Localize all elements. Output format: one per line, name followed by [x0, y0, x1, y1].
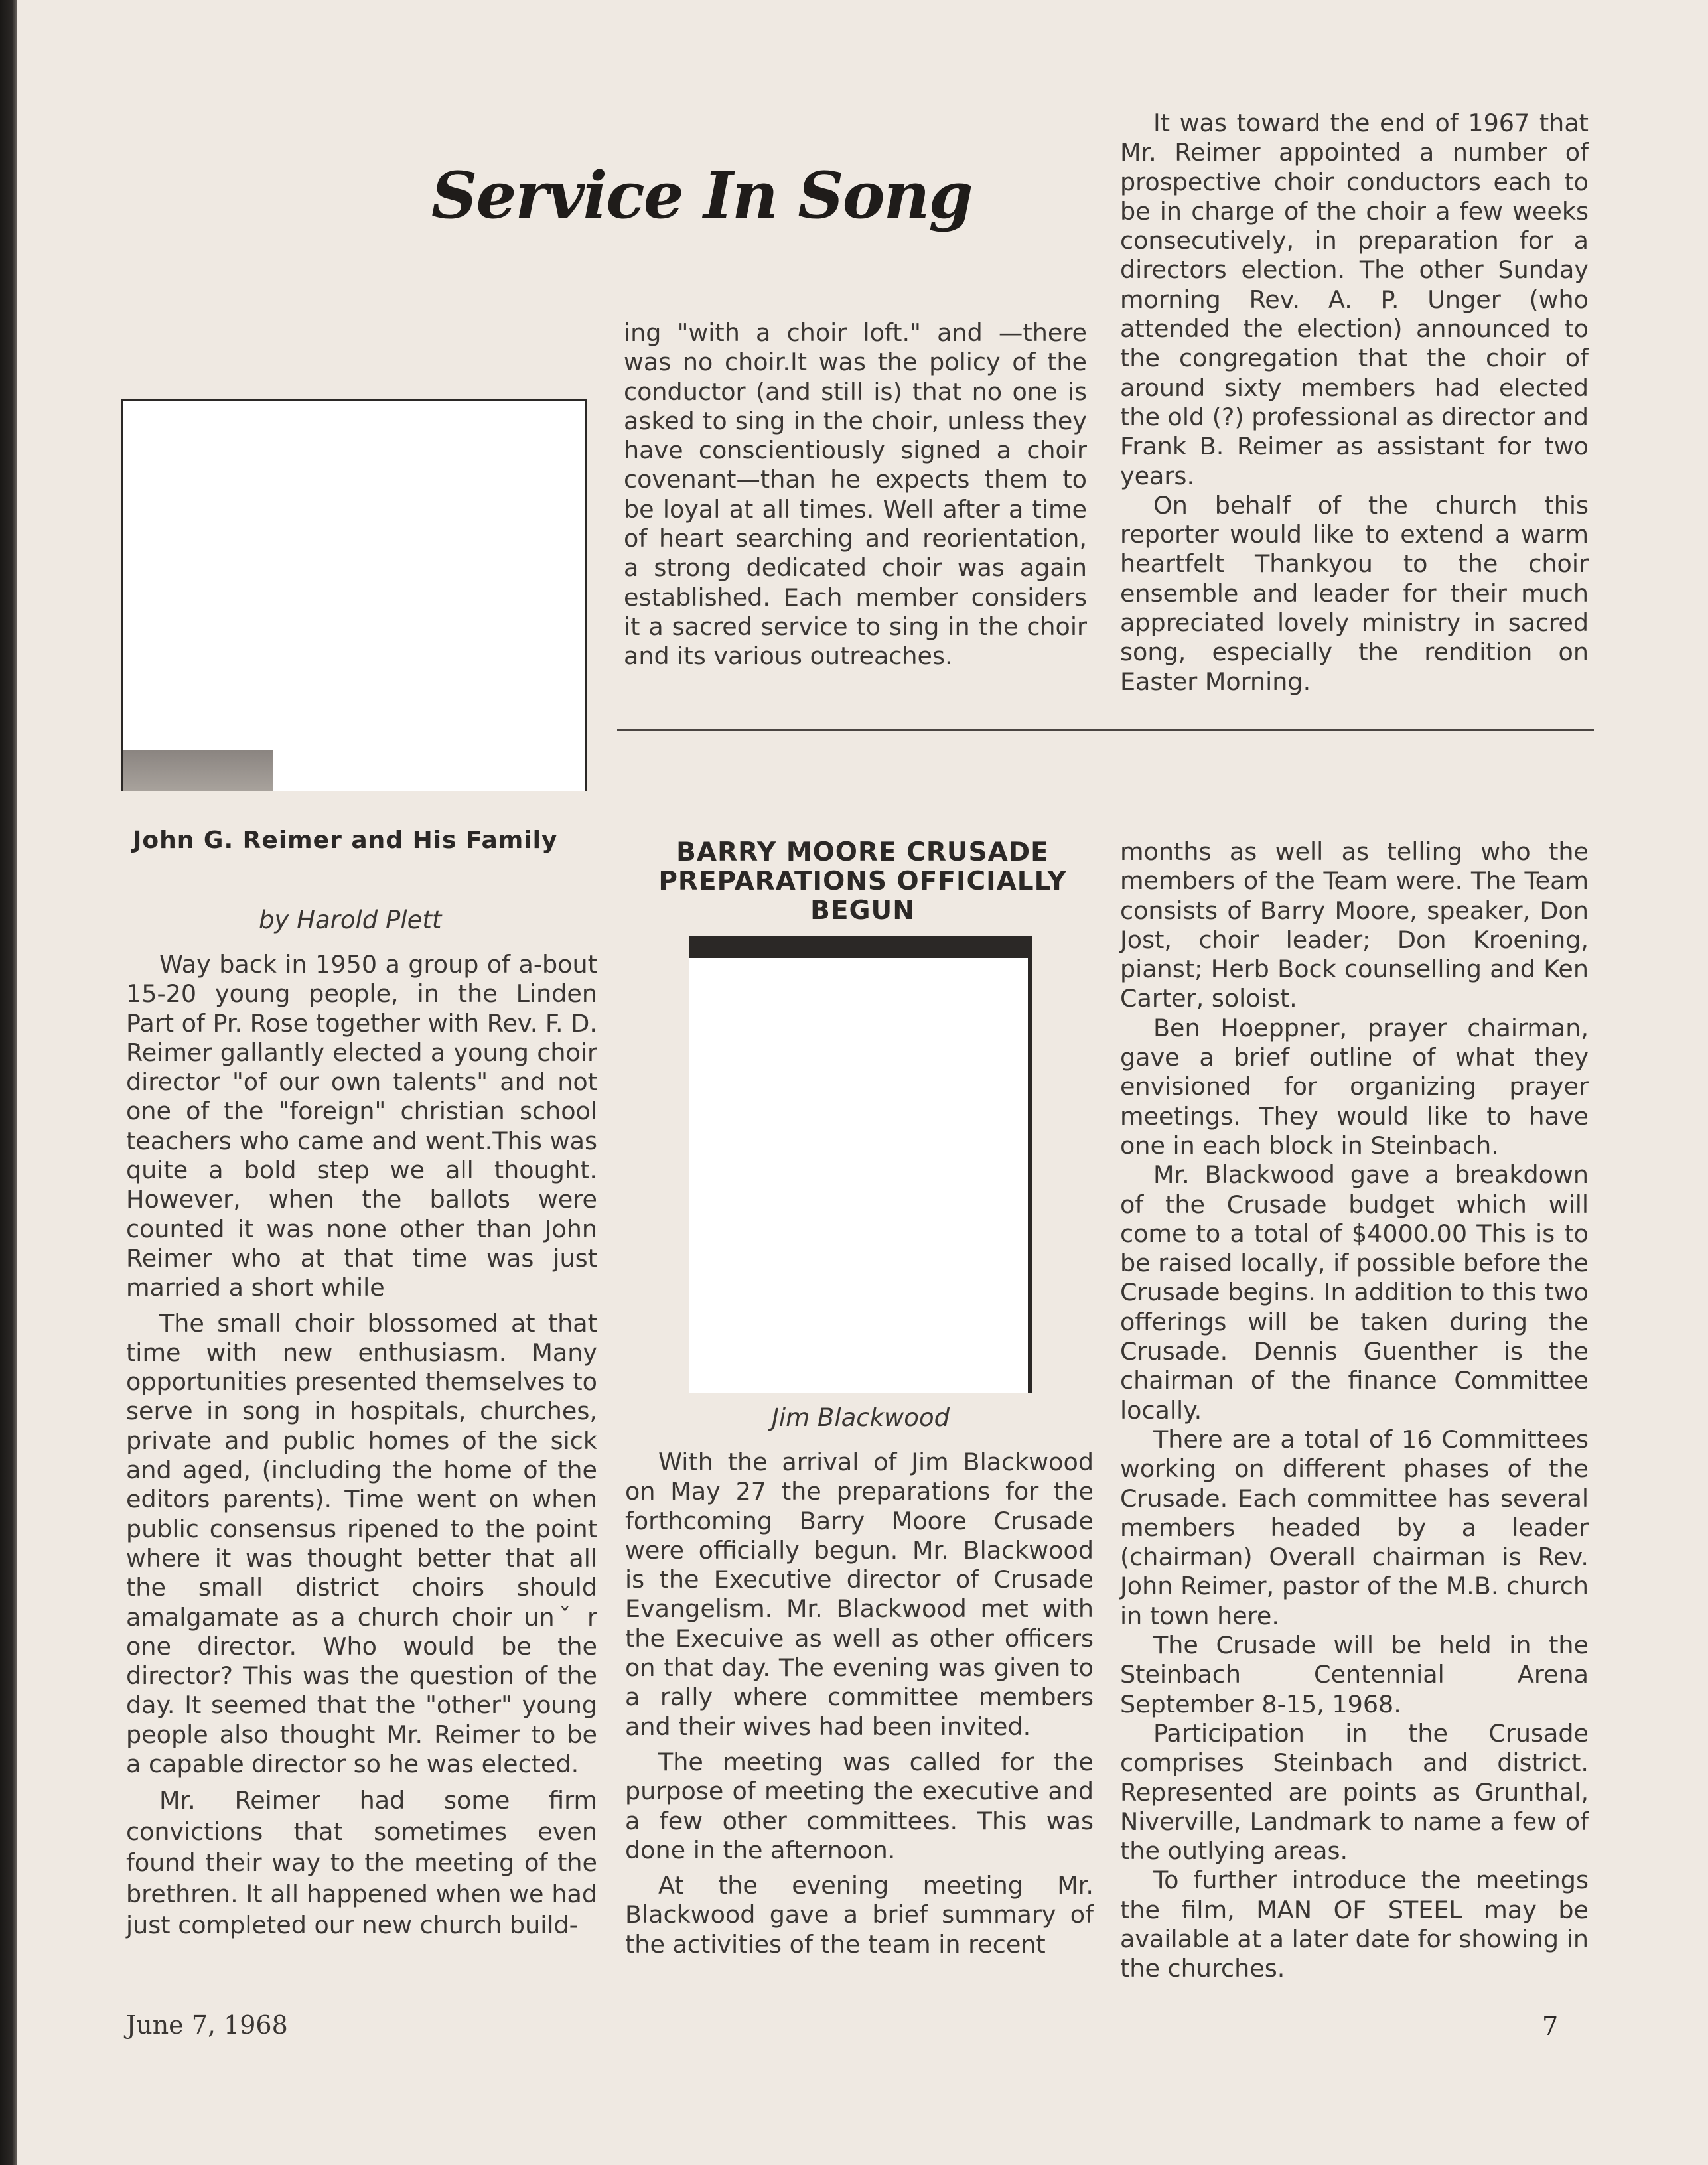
photo-right-border [1028, 936, 1032, 1393]
blackwood-photo [689, 936, 1032, 1393]
family-photo [121, 399, 587, 791]
byline: by Harold Plett [259, 906, 442, 934]
paragraph: Mr. Blackwood gave a breakdown of the Crusade budget which will come to a total of $4000.00 This is to be raised locally, if possible before the Crusade begins. In addition to this two offerings will be taken during the Crusade. Dennis Guenther is the chairman of the finance Committee locally. [1120, 1160, 1589, 1425]
paragraph: It was toward the end of 1967 that Mr. Reimer appointed a number of prospective choir conductors each to be in charge of the choir a few weeks consecutively, in preparation for a directors election. The other Sunday morning Rev. A. P. Unger (who attended the election) announced to the congregation that the choir of around sixty members had elected the old (?) professional as director and Frank B. Reimer as assistant for two years. [1120, 109, 1589, 490]
column-2-bottom-text [625, 1448, 1094, 1959]
paragraph: Ben Hoeppner, prayer chairman, gave a brief outline of what they envisioned for organizing prayer meetings. They would like to have one in each block in Steinbach. [1120, 1013, 1589, 1160]
paragraph: months as well as telling who the members of the Team were. The Team consists of Barry Moore, speaker, Don Jost, choir leader; Don Kroening, pianst; Herb Bock counselling and Ken Carter, soloist. [1120, 837, 1589, 1013]
page-number: 7 [1542, 2012, 1559, 2041]
paragraph: Mr. Reimer had some firm convictions that sometimes even found their way to the meeting of the brethren. It all happened when we had just completed our new church build- [126, 1786, 597, 1940]
paragraph: At the evening meeting Mr. Blackwood gave a brief summary of the activities of the team in recent [625, 1871, 1094, 1959]
photo-shadow-strip [123, 750, 273, 791]
column-1-text [126, 950, 597, 1941]
paragraph: With the arrival of Jim Blackwood on May 27 the preparations for the forthcoming Barry Moore Crusade were officially begun. Mr. Blackwood is the Executive director of Crusade Evangelism. Mr. Blackwood met with the Execuive as well as other officers on that day. The evening was given to a rally where committee members and their wives had been invited. [625, 1448, 1094, 1741]
footer-date: June 7, 1968 [126, 2010, 288, 2040]
paragraph: On behalf of the church this reporter would like to extend a warm heartfelt Thankyou to the choir ensemble and leader for their much appreciated lovely ministry in sacred song, especially the rendition on Easter Morning. [1120, 490, 1589, 696]
section-divider [617, 729, 1594, 731]
paragraph: ing "with a choir loft." and —there was no choir.It was the policy of the conductor (and still is) that no one is asked to sing in the choir, unless they have conscientiously signed a choir covenant—than he expects them to be loyal at all times. Well after a time of heart searching and reorientation, a strong dedicated choir was again established. Each member considers it a sacred service to sing in the choir and its various outreaches. [624, 318, 1087, 671]
paragraph: Participation in the Crusade comprises Steinbach and district. Represented are points as Grunthal, Niverville, Landmark to name a few of the outlying areas. [1120, 1718, 1589, 1866]
paragraph: Way back in 1950 a group of a-bout 15-20 young people, in the Linden Part of Pr. Rose together with Rev. F. D. Reimer gallantly elected a young choir director "of our own talents" and not one of the "foreign" christian school teachers who came and went.This was quite a bold step we all thought. However, when the ballots were counted it was none other than John Reimer who at that time was just married a short while [126, 950, 597, 1302]
column-3-bottom-text [1120, 837, 1589, 1984]
column-3-top-text [1120, 109, 1589, 697]
paragraph: The Crusade will be held in the Steinbach Centennial Arena September 8-15, 1968. [1120, 1631, 1589, 1718]
article-title: Service In Song [431, 158, 972, 233]
paragraph: There are a total of 16 Committees working on different phases of the Crusade. Each committee has several members headed by a leader (chairman) Overall chairman is Rev. John Reimer, pastor of the M.B. church in town here. [1120, 1425, 1589, 1630]
page-binding-edge [0, 0, 17, 2165]
paragraph: To further introduce the meetings the film, MAN OF STEEL may be available at a later date for showing in the churches. [1120, 1866, 1589, 1983]
crusade-headline: BARRY MOORE CRUSADE PREPARATIONS OFFICIALLY BEGUN [658, 837, 1067, 926]
column-2-top-text [624, 318, 1087, 671]
paragraph: The small choir blossomed at that time with new enthusiasm. Many opportunities presented themselves to serve in song in hospitals, churches, private and public homes of the sick and aged, (including the home of the editors parents). Time went on when public consensus ripened to the point where it was thought better that all the small district choirs should amalgamate as a church choir unˇ r one director. Who would be the director? This was the question of the day. It seemed that the "other" young people also thought Mr. Reimer to be a capable director so he was elected. [126, 1308, 597, 1779]
photo-top-border [689, 936, 1032, 958]
paragraph: The meeting was called for the purpose of meeting the executive and a few other committees. This was done in the afternoon. [625, 1747, 1094, 1864]
blackwood-photo-caption: Jim Blackwood [771, 1403, 950, 1432]
family-photo-caption: John G. Reimer and His Family [133, 827, 558, 854]
